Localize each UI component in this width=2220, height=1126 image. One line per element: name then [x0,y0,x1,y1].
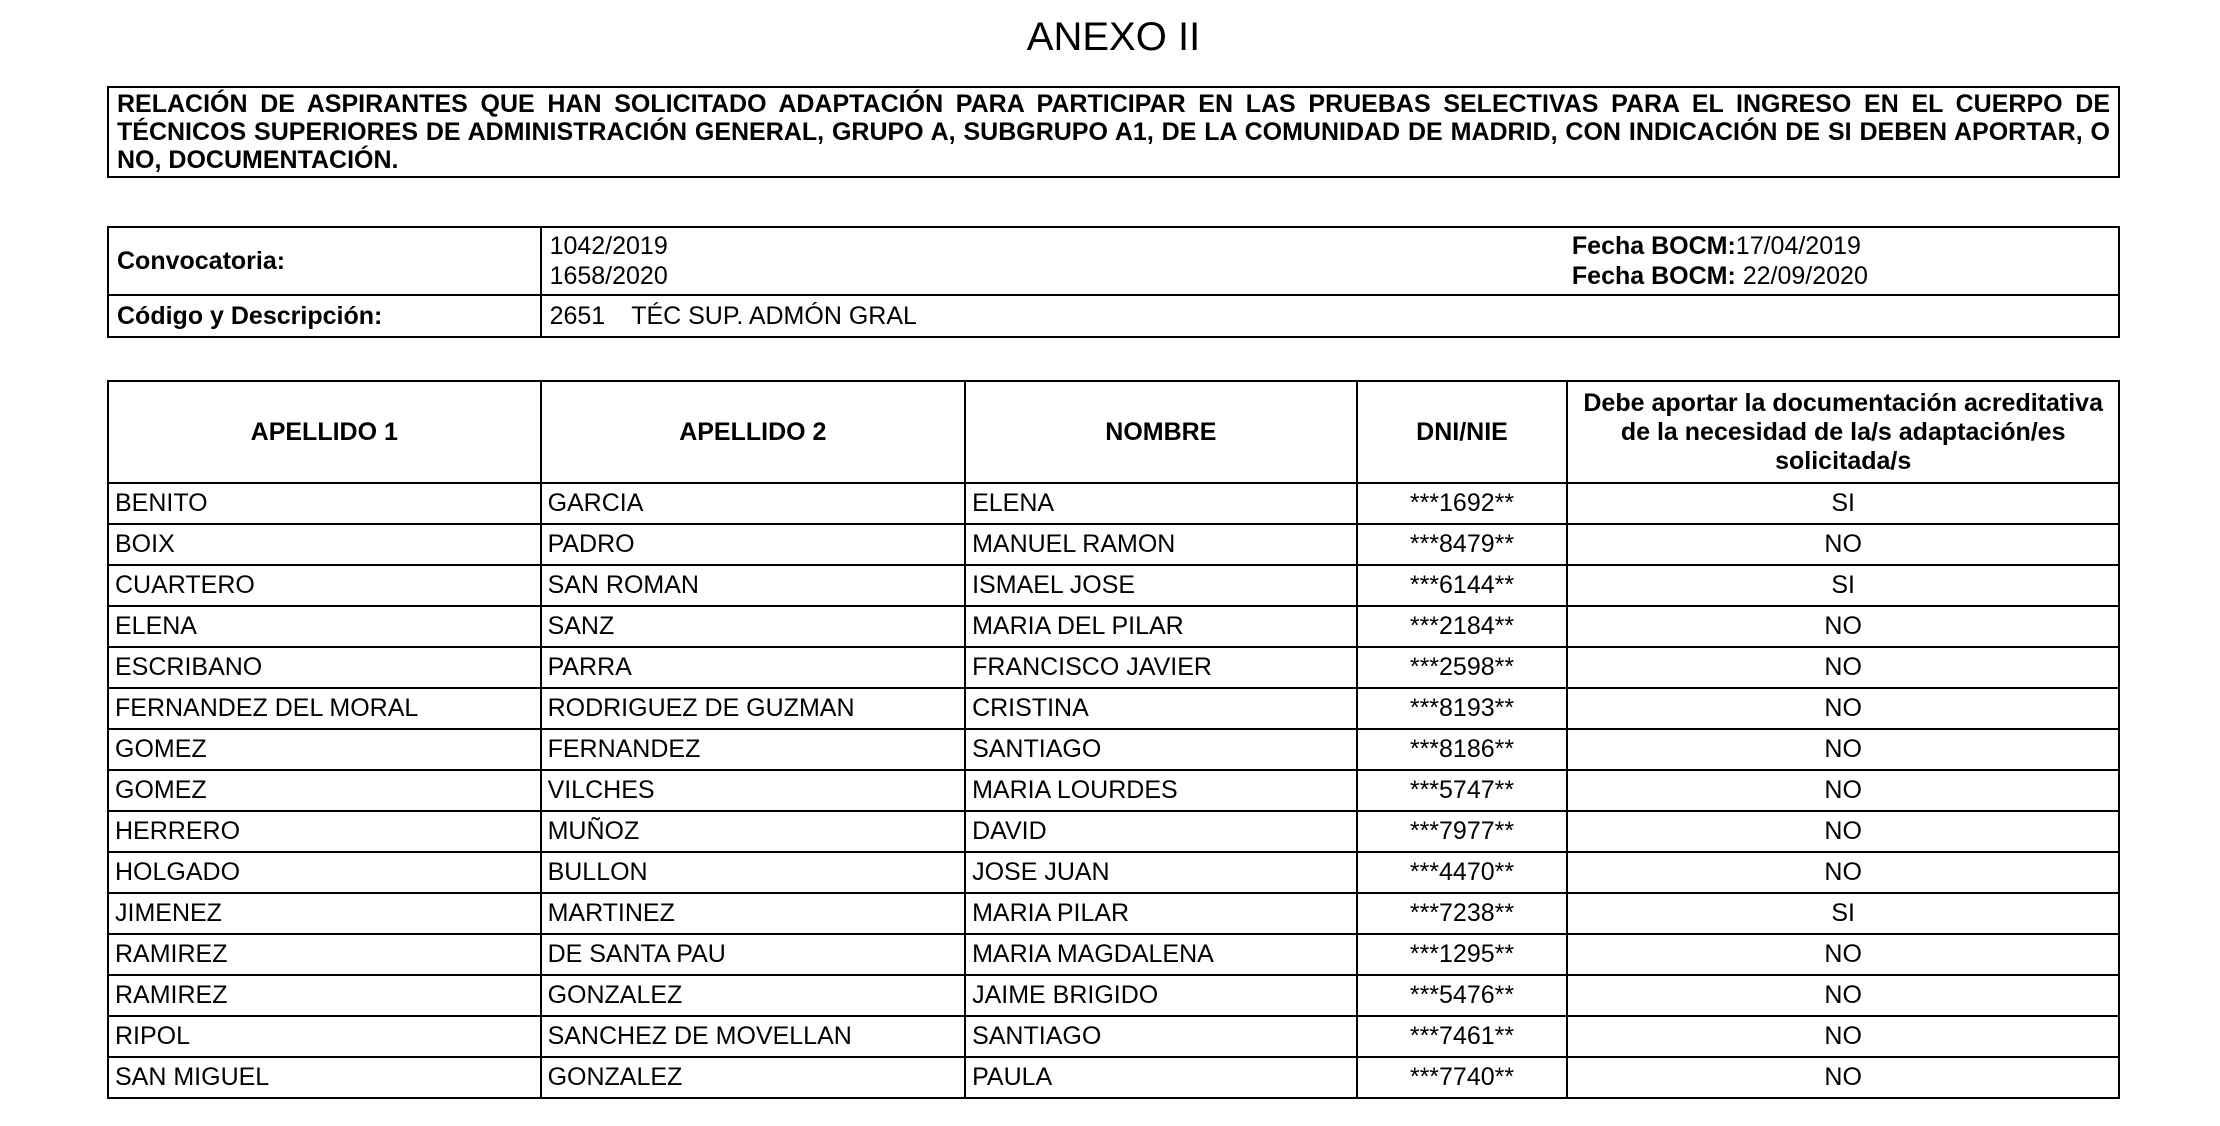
cell-apellido2: GONZALEZ [541,1057,966,1098]
fecha-bocm-value-1: 17/04/2019 [1735,232,1861,260]
convocatoria-value-1: 1042/2019 [549,232,668,260]
header-dni-nie: DNI/NIE [1357,381,1568,483]
codigo-description: TÉC SUP. ADMÓN GRAL [631,301,917,330]
table-row [108,524,2119,565]
cell-apellido1: HOLGADO [108,852,541,893]
cell-apellido1: BOIX [108,524,541,565]
cell-dni-nie: ***5476** [1357,975,1568,1016]
cell-apellido1: BENITO [108,483,541,524]
cell-apellido2: DE SANTA PAU [541,934,966,975]
convocatoria-label: Convocatoria: [108,227,541,295]
cell-nombre: CRISTINA [965,688,1357,729]
cell-dni-nie: ***1295** [1357,934,1568,975]
cell-apellido1: RAMIREZ [108,975,541,1016]
document-page [0,14,2220,1126]
cell-debe-aportar: NO [1567,770,2119,811]
cell-apellido2: SANZ [541,606,966,647]
cell-debe-aportar: NO [1567,729,2119,770]
cell-dni-nie: ***8479** [1357,524,1568,565]
fecha-bocm-line-1 [1572,231,1868,261]
cell-nombre: DAVID [965,811,1357,852]
cell-dni-nie: ***7740** [1357,1057,1568,1098]
cell-apellido1: HERRERO [108,811,541,852]
fecha-bocm-label-1: Fecha BOCM: [1571,232,1736,260]
table-row [108,770,2119,811]
convocatoria-values-cell [541,227,2119,295]
cell-nombre: MARIA DEL PILAR [965,606,1357,647]
table-row [108,606,2119,647]
cell-apellido1: RIPOL [108,1016,541,1057]
table-row [108,688,2119,729]
cell-apellido2: PADRO [541,524,966,565]
cell-debe-aportar: NO [1567,934,2119,975]
cell-apellido2: GONZALEZ [541,975,966,1016]
cell-apellido1: GOMEZ [108,729,541,770]
page-title: ANEXO II [1026,15,1201,59]
cell-apellido1: ELENA [108,606,541,647]
header-debe-aportar: Debe aportar la documentación acreditativa de la necesidad de la/s adaptación/es solicitada/s [1567,381,2119,483]
cell-nombre: PAULA [965,1057,1357,1098]
cell-apellido2: SANCHEZ DE MOVELLAN [541,1016,966,1057]
table-row [108,729,2119,770]
description-box [107,86,2120,178]
convocatoria-values [550,231,1330,291]
cell-debe-aportar: NO [1567,852,2119,893]
cell-apellido2: VILCHES [541,770,966,811]
fecha-bocm-label-2: Fecha BOCM: [1571,262,1736,290]
fecha-bocm-value-2: 22/09/2020 [1735,262,1868,290]
meta-table [107,226,2120,338]
cell-nombre: MARIA LOURDES [965,770,1357,811]
cell-debe-aportar: SI [1567,893,2119,934]
cell-apellido2: FERNANDEZ [541,729,966,770]
codigo-row [108,295,2119,337]
fecha-bocm-line-2 [1572,261,1868,291]
description-text: RELACIÓN DE ASPIRANTES QUE HAN SOLICITADO ADAPTACIÓN PARA PARTICIPAR EN LAS PRUEBAS SELECTIVAS PARA EL INGRESO EN EL CUERPO DE TÉCNICOS SUPERIORES DE ADMINISTRACIÓN GENERAL, GRUPO A, SUBGRUPO A1, DE LA COMUNIDAD DE MADRID, CON INDICACIÓN DE SI DEBEN APORTAR, O NO, DOCUMENTACIÓN. [117,90,2110,174]
cell-apellido2: RODRIGUEZ DE GUZMAN [541,688,966,729]
table-row [108,934,2119,975]
cell-apellido1: SAN MIGUEL [108,1057,541,1098]
convocatoria-value-2: 1658/2020 [549,262,668,290]
cell-nombre: ELENA [965,483,1357,524]
cell-nombre: FRANCISCO JAVIER [965,647,1357,688]
cell-apellido1: ESCRIBANO [108,647,541,688]
cell-nombre: MARIA PILAR [965,893,1357,934]
cell-dni-nie: ***4470** [1357,852,1568,893]
cell-debe-aportar: NO [1567,688,2119,729]
cell-debe-aportar: NO [1567,1057,2119,1098]
cell-nombre: ISMAEL JOSE [965,565,1357,606]
cell-debe-aportar: SI [1567,565,2119,606]
table-row [108,483,2119,524]
cell-apellido2: PARRA [541,647,966,688]
cell-dni-nie: ***7977** [1357,811,1568,852]
cell-dni-nie: ***7461** [1357,1016,1568,1057]
cell-dni-nie: ***8186** [1357,729,1568,770]
cell-debe-aportar: NO [1567,975,2119,1016]
convocatoria-row [108,227,2119,295]
table-row [108,565,2119,606]
cell-dni-nie: ***2598** [1357,647,1568,688]
applicants-table [107,380,2120,1099]
table-row [108,1057,2119,1098]
table-row [108,893,2119,934]
cell-apellido1: RAMIREZ [108,934,541,975]
cell-apellido1: GOMEZ [108,770,541,811]
cell-apellido1: JIMENEZ [108,893,541,934]
cell-debe-aportar: NO [1567,1016,2119,1057]
cell-nombre: MANUEL RAMON [965,524,1357,565]
cell-nombre: JAIME BRIGIDO [965,975,1357,1016]
cell-nombre: SANTIAGO [965,1016,1357,1057]
cell-apellido1: CUARTERO [108,565,541,606]
cell-debe-aportar: NO [1567,811,2119,852]
header-row [108,381,2119,483]
table-row [108,1016,2119,1057]
cell-dni-nie: ***1692** [1357,483,1568,524]
cell-debe-aportar: NO [1567,524,2119,565]
cell-debe-aportar: SI [1567,483,2119,524]
cell-apellido2: GARCIA [541,483,966,524]
codigo-code: 2651 [549,301,606,330]
cell-dni-nie: ***6144** [1357,565,1568,606]
cell-apellido2: SAN ROMAN [541,565,966,606]
cell-nombre: JOSE JUAN [965,852,1357,893]
cell-dni-nie: ***7238** [1357,893,1568,934]
cell-nombre: MARIA MAGDALENA [965,934,1357,975]
cell-apellido2: MUÑOZ [541,811,966,852]
cell-debe-aportar: NO [1567,647,2119,688]
codigo-value-cell [541,295,2119,337]
cell-debe-aportar: NO [1567,606,2119,647]
table-row [108,811,2119,852]
codigo-label: Código y Descripción: [108,295,541,337]
cell-dni-nie: ***8193** [1357,688,1568,729]
fecha-bocm-block [1330,231,2110,291]
table-row [108,647,2119,688]
cell-apellido2: BULLON [541,852,966,893]
table-row [108,975,2119,1016]
applicants-table-header [108,381,2119,483]
cell-nombre: SANTIAGO [965,729,1357,770]
applicants-tbody [108,483,2119,1098]
header-apellido2: APELLIDO 2 [541,381,966,483]
cell-apellido1: FERNANDEZ DEL MORAL [108,688,541,729]
table-row [108,852,2119,893]
header-nombre: NOMBRE [965,381,1357,483]
cell-apellido2: MARTINEZ [541,893,966,934]
header-apellido1: APELLIDO 1 [108,381,541,483]
cell-dni-nie: ***5747** [1357,770,1568,811]
cell-dni-nie: ***2184** [1357,606,1568,647]
